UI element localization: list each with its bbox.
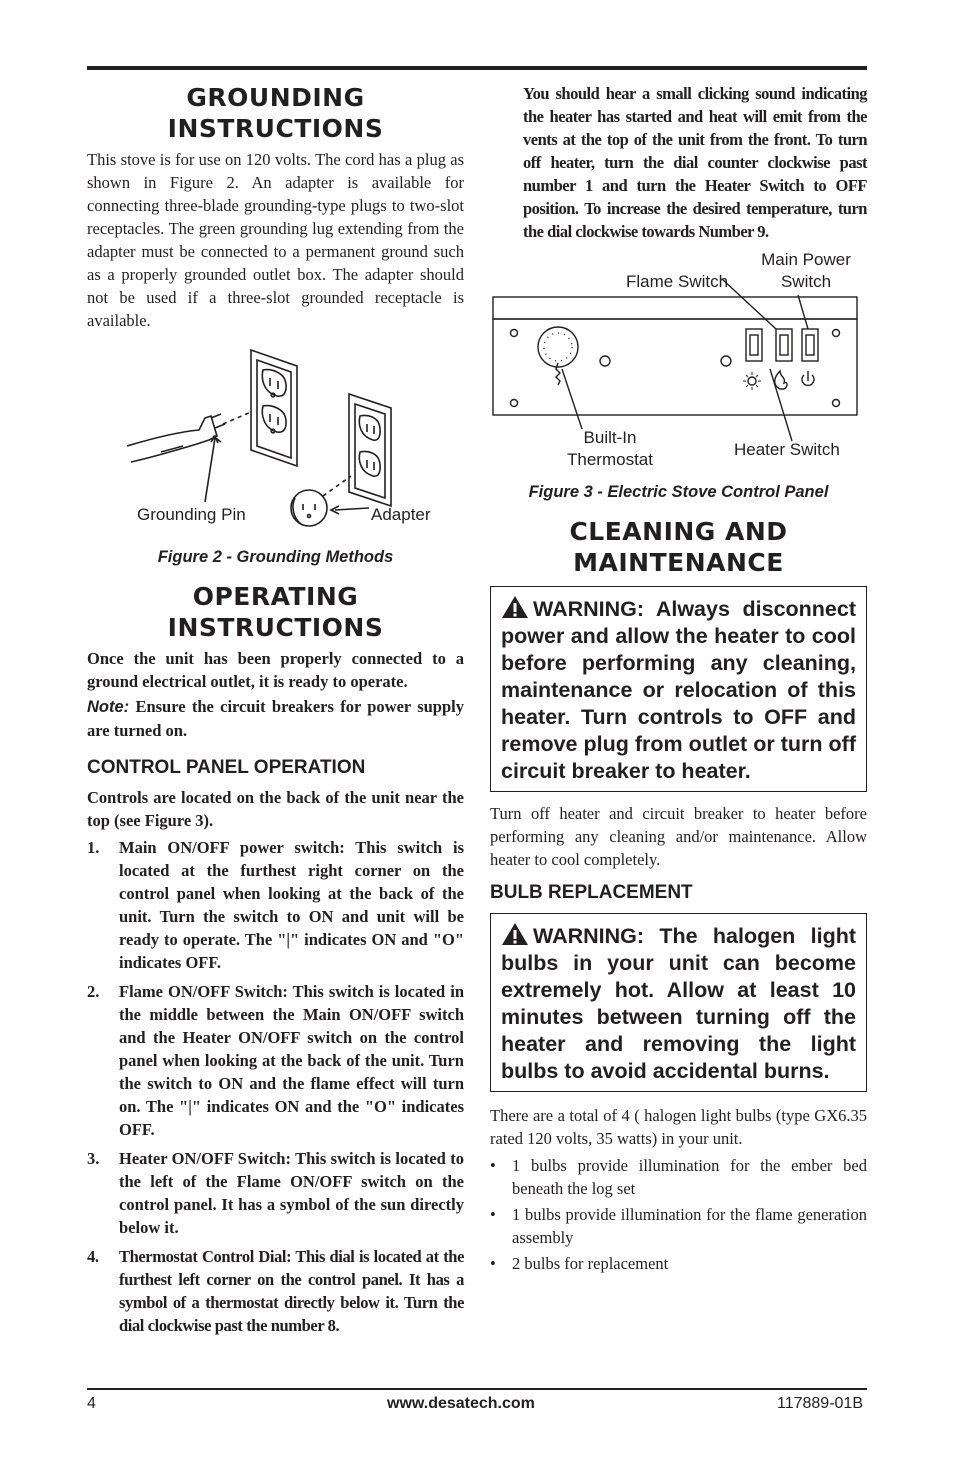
operating-title-line1: OPERATING <box>192 582 359 611</box>
steps-list <box>87 836 464 1337</box>
list-item <box>490 1252 867 1275</box>
step-text: Main ON/OFF power switch: This switch is located at the furthest right corner on the control panel when looking at the back of the unit. Turn the switch to ON and unit will be ready to operate. The "|" indicates ON and "O" indicates OFF. <box>119 838 464 972</box>
bulb-replacement-heading: BULB REPLACEMENT <box>490 882 693 903</box>
step-text: Heater ON/OFF Switch: This switch is located to the left of the Flame ON/OFF switch on the control panel. It has a symbol of the sun directly below it. <box>119 1149 464 1237</box>
note-label: Note: <box>87 698 130 716</box>
warning-box-1 <box>490 586 867 792</box>
built-in-thermostat-label <box>550 427 670 471</box>
operating-title-line2: INSTRUCTIONS <box>167 613 384 642</box>
warning-triangle-icon <box>501 922 529 946</box>
operating-continued: You should hear a small clicking sound indicating the heater has started and heat will emit from the vents at the top of the unit from the front. To turn off heater, turn the dial counter clockwise past number 1 and turn the Heater Switch to OFF position. To increase the desired temperature, turn the dial clockwise towards Number 9. <box>523 84 867 241</box>
step-item <box>87 1245 464 1337</box>
note-text: Ensure the circuit breakers for power supply are turned on. <box>87 697 464 740</box>
warning-1-text: WARNING: Always disconnect power and allow the heater to cool before performing any cleaning, maintenance or relocation of this heater. Turn controls to OFF and remove plug from outlet or turn off circuit breaker to heater. <box>501 597 856 783</box>
warning-2-text: WARNING: The halogen light bulbs in your unit can become extremely hot. Allow at least 10 minutes between turning off the heater and removing the light bulbs to avoid accidental burns. <box>501 924 856 1083</box>
step-text: Thermostat Control Dial: This dial is located at the furthest left corner on the control panel. It has a symbol of a thermostat directly below it. Turn the dial clockwise past the number 8. <box>119 1247 464 1335</box>
adapter-label: Adapter <box>371 505 431 524</box>
grounding-pin-label: Grounding Pin <box>137 505 246 524</box>
figure-3-caption: Figure 3 - Electric Stove Control Panel <box>528 483 829 501</box>
footer-rule <box>87 1388 867 1390</box>
flame-switch-label: Flame Switch <box>626 272 729 291</box>
note-paragraph <box>87 695 464 742</box>
bullet-icon: • <box>490 1156 496 1175</box>
cleaning-text: Turn off heater and circuit breaker to heater before performing any cleaning and/or maintenance. Allow heater to cool completely. <box>490 804 867 869</box>
bulb-text: There are a total of 4 ( halogen light bulbs (type GX6.35 rated 120 volts, 35 watts) in your unit. <box>490 1106 867 1148</box>
control-panel-heading: CONTROL PANEL OPERATION <box>87 757 366 778</box>
heater-switch-label: Heater Switch <box>734 440 840 459</box>
footer-website[interactable]: www.desatech.com <box>387 1395 535 1412</box>
operating-intro: Once the unit has been properly connected to a ground electrical outlet, it is ready to operate. <box>87 649 464 691</box>
step-number: 4. <box>87 1247 99 1266</box>
warning-1 <box>501 595 856 785</box>
thermostat-label-line1: Built-In <box>583 428 637 447</box>
step-item <box>87 1147 464 1239</box>
step-number: 3. <box>87 1149 100 1168</box>
grounding-title-line1: GROUNDING <box>186 83 365 112</box>
step-text: Flame ON/OFF Switch: This switch is located in the middle between the Main ON/OFF switch and the Heater ON/OFF switch on the control panel when looking at the back of the unit. Turn the switch to ON and the flame effect will turn on. The "|" indicates ON and the "O" indicates OFF. <box>119 982 464 1139</box>
left-column <box>87 80 464 1343</box>
list-item-text: 1 bulbs provide illumination for the flame generation assembly <box>512 1205 867 1247</box>
warning-box-2 <box>490 913 867 1092</box>
main-power-label-line2: Switch <box>780 272 832 291</box>
step-item <box>87 980 464 1141</box>
step-item <box>87 836 464 974</box>
figure-2 <box>87 346 464 546</box>
bulb-list <box>490 1154 867 1275</box>
right-column <box>490 80 867 1278</box>
grounding-text: This stove is for use on 120 volts. The cord has a plug as shown in Figure 2. An adapter is available for connecting three-blade grounding-type plugs to two-slot receptacles. The green grounding lug extending from the adapter must be connected to a permanent ground such as a properly grounded outlet box. The adapter should not be used if a three-slot grounded receptacle is available. <box>87 150 464 330</box>
list-item <box>490 1203 867 1249</box>
warning-2 <box>501 922 856 1085</box>
grounding-title-line2: INSTRUCTIONS <box>167 114 384 143</box>
list-item <box>490 1154 867 1200</box>
document-number: 117889-01B <box>777 1395 863 1412</box>
cleaning-title <box>490 516 867 578</box>
figure-3 <box>490 251 867 483</box>
figure-2-caption: Figure 2 - Grounding Methods <box>157 548 394 566</box>
step-number: 2. <box>87 982 100 1001</box>
page-number: 4 <box>87 1395 96 1412</box>
cleaning-title-line1: CLEANING AND <box>569 517 788 546</box>
list-item-text: 1 bulbs provide illumination for the ember bed beneath the log set <box>512 1156 867 1198</box>
cleaning-title-line2: MAINTENANCE <box>573 548 784 577</box>
top-rule <box>87 66 867 70</box>
main-power-label-line1: Main Power <box>761 250 851 269</box>
warning-triangle-icon <box>501 595 529 619</box>
bullet-icon: • <box>490 1205 496 1224</box>
list-item-text: 2 bulbs for replacement <box>512 1254 669 1273</box>
step-number: 1. <box>87 838 100 857</box>
operating-title <box>87 581 464 643</box>
bullet-icon: • <box>490 1254 496 1273</box>
control-intro: Controls are located on the back of the unit near the top (see Figure 3). <box>87 788 464 830</box>
thermostat-label-line2: Thermostat <box>567 450 653 469</box>
grounding-title <box>87 82 464 144</box>
